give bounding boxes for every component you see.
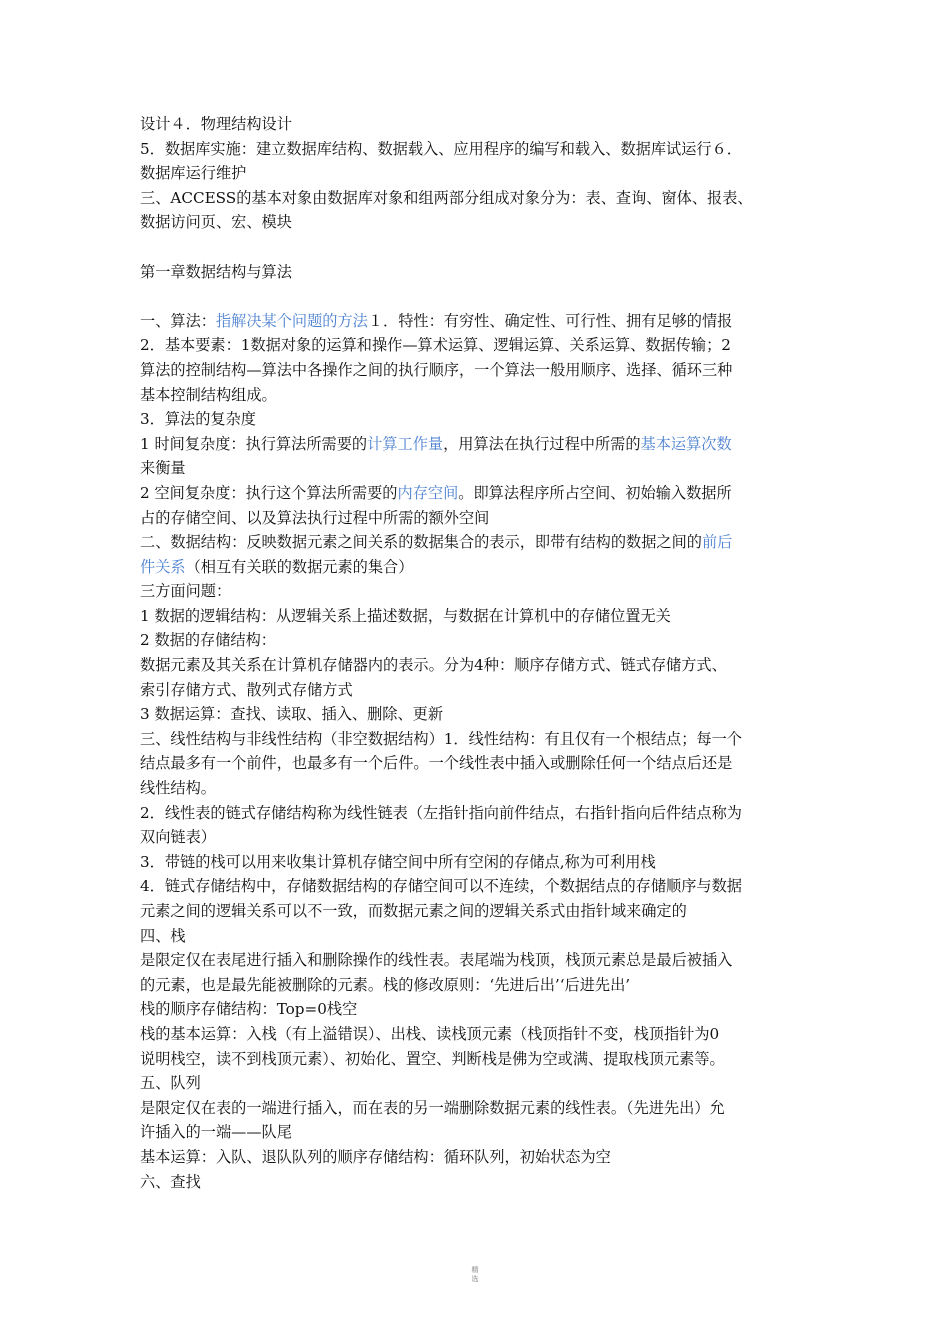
text-line	[140, 1071, 820, 1096]
text-line	[140, 161, 820, 186]
text-segment: 2．线性表的链式存储结构称为线性链表（左指针指向前件结点，右指针指向后件结点称为	[140, 803, 742, 822]
text-segment: 线性结构。	[140, 779, 216, 798]
text-line	[140, 1047, 820, 1072]
text-line	[140, 506, 820, 531]
text-segment: 许插入的一端——队尾	[140, 1123, 292, 1142]
text-line	[140, 825, 820, 850]
highlighted-term: 内存空间	[397, 483, 459, 502]
text-line	[140, 530, 820, 555]
text-segment: 双向链表）	[140, 828, 216, 847]
text-line	[140, 112, 820, 137]
text-segment: 是限定仅在表的一端进行插入，而在表的另一端删除数据元素的线性表。（先进先出）允	[140, 1098, 725, 1117]
footer-mark-line1: 精	[471, 1266, 479, 1274]
text-line	[140, 383, 820, 408]
text-line	[140, 432, 820, 457]
text-segment: 1 时间复杂度：执行算法所需要的	[140, 434, 368, 453]
text-segment: 2 数据的存储结构：	[140, 631, 276, 650]
text-line	[140, 874, 820, 899]
text-segment: １．特性：有穷性、确定性、可行性、拥有足够的情报	[367, 311, 733, 330]
text-segment: 是限定仅在表尾进行插入和删除操作的线性表。表尾端为栈顶，栈顶元素总是最后被插入	[140, 951, 733, 970]
text-line	[140, 456, 820, 481]
text-line	[140, 751, 820, 776]
text-segment: 一、算法：	[140, 311, 216, 330]
text-line	[140, 1022, 820, 1047]
text-segment: 3 数据运算：查找、读取、插入、删除、更新	[140, 705, 444, 724]
text-segment: 元素之间的逻辑关系可以不一致，而数据元素之间的逻辑关系式由指针域来确定的	[140, 902, 687, 920]
highlighted-term: 前后	[701, 533, 733, 552]
text-line	[140, 1096, 820, 1121]
text-line	[140, 776, 820, 801]
highlighted-term: 指解决某个问题的方法	[215, 311, 368, 330]
text-segment: 3．算法的复杂度	[140, 410, 256, 429]
text-line	[140, 628, 820, 653]
text-line	[140, 579, 820, 604]
text-segment: 算法的控制结构—算法中各操作之间的执行顺序，一个算法一般用顺序、选择、循环三种	[140, 360, 733, 379]
text-segment: 数据库运行维护	[140, 164, 247, 183]
text-line	[140, 850, 820, 875]
text-segment: 数据访问页、宏、模块	[140, 213, 292, 232]
text-line	[140, 555, 820, 580]
text-segment: 五、队列	[140, 1074, 201, 1093]
text-line	[140, 948, 820, 973]
text-line	[140, 678, 820, 703]
text-segment: 2．基本要素：1数据对象的运算和操作—算术运算、逻辑运算、关系运算、数据传输；2	[140, 336, 731, 355]
text-segment: 5．数据库实施：建立数据库结构、数据载入、应用程序的编写和载入、数据库试运行６．	[140, 139, 742, 158]
text-line	[140, 333, 820, 358]
text-line	[140, 1120, 820, 1145]
text-segment: ，用算法在执行过程中所需的	[443, 434, 641, 453]
text-segment: 数据元素及其关系在计算机存储器内的表示。分为4种：顺序存储方式、链式存储方式、	[140, 656, 727, 675]
highlighted-term: 计算工作量	[367, 434, 444, 453]
footer-mark-line2: 选	[471, 1275, 479, 1283]
text-line	[140, 997, 820, 1022]
text-line	[140, 801, 820, 826]
text-segment: 的元素，也是最先能被删除的元素。栈的修改原则：‘先进后出’‘后进先出’	[140, 975, 631, 994]
text-line	[140, 309, 820, 334]
highlighted-term: 件关系	[140, 557, 186, 576]
text-segment: 四、栈	[140, 926, 186, 945]
text-line	[140, 407, 820, 432]
text-line	[140, 1145, 820, 1170]
text-segment: 三、线性结构与非线性结构（非空数据结构）1．线性结构：有且仅有一个根结点；每一个	[140, 729, 742, 748]
text-segment: 结点最多有一个前件，也最多有一个后件。一个线性表中插入或删除任何一个结点后还是	[140, 754, 733, 773]
text-line	[140, 1170, 820, 1195]
text-segment: 基本运算：入队、退队队列的顺序存储结构：循环队列，初始状态为空	[140, 1147, 611, 1166]
text-line	[140, 727, 820, 752]
text-line	[140, 924, 820, 949]
text-line	[140, 260, 820, 285]
text-segment: 来衡量	[140, 459, 186, 478]
text-line	[140, 186, 820, 211]
text-line	[140, 137, 820, 162]
text-segment: 说明栈空，读不到栈顶元素）、初始化、置空、判断栈是佛为空或满、提取栈顶元素等。	[140, 1049, 725, 1068]
text-line	[140, 210, 820, 235]
blank-line	[140, 235, 820, 260]
text-segment: 基本控制结构组成。	[140, 385, 277, 404]
text-line	[140, 702, 820, 727]
text-segment: 设计４．物理结构设计	[140, 115, 292, 133]
text-segment: 三方面问题：	[140, 582, 232, 601]
highlighted-term: 基本运算次数	[640, 434, 732, 453]
text-line	[140, 358, 820, 383]
page-footer	[0, 1266, 950, 1284]
text-line	[140, 481, 820, 506]
text-segment: 。即算法程序所占空间、初始输入数据所	[458, 483, 732, 502]
text-segment: （相互有关联的数据元素的集合）	[185, 557, 414, 576]
text-line	[140, 973, 820, 998]
text-segment: 六、查找	[140, 1172, 201, 1191]
text-segment: 3．带链的栈可以用来收集计算机存储空间中所有空闲的存储点,称为可利用栈	[140, 852, 656, 871]
text-segment: 栈的基本运算：入栈（有上溢错误）、出栈、读栈顶元素（栈顶指针不变，栈顶指针为0	[140, 1024, 720, 1043]
text-segment: 1 数据的逻辑结构：从逻辑关系上描述数据，与数据在计算机中的存储位置无关	[140, 606, 671, 625]
text-line	[140, 653, 820, 678]
text-line	[140, 604, 820, 629]
text-segment: 第一章数据结构与算法	[140, 262, 292, 281]
document-body	[140, 112, 820, 1194]
text-segment: 4．链式存储结构中，存储数据结构的存储空间可以不连续，个数据结点的存储顺序与数据	[140, 877, 742, 896]
text-segment: 三、ACCESS的基本对象由数据库对象和组两部分组成对象分为：表、查询、窗体、报表、	[140, 188, 753, 207]
blank-line	[140, 284, 820, 309]
text-line	[140, 899, 820, 924]
text-segment: 2 空间复杂度：执行这个算法所需要的	[140, 483, 398, 502]
text-segment: 二、数据结构：反映数据元素之间关系的数据集合的表示，即带有结构的数据之间的	[140, 533, 702, 552]
text-segment: 占的存储空间、以及算法执行过程中所需的额外空间	[140, 508, 490, 527]
text-segment: 索引存储方式、散列式存储方式	[140, 680, 353, 699]
text-segment: 栈的顺序存储结构：Top=0栈空	[140, 1000, 358, 1019]
